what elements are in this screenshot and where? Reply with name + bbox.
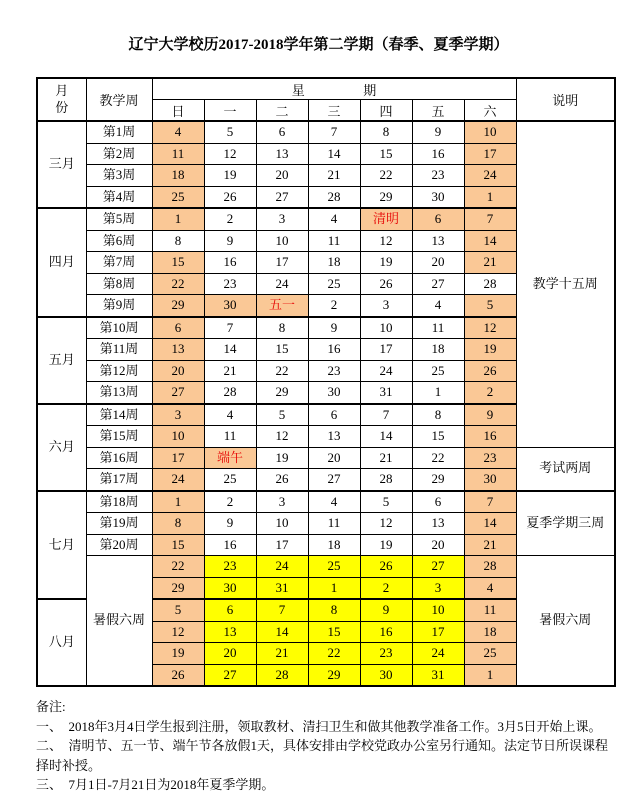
date-cell: 27 xyxy=(308,469,360,491)
date-cell: 12 xyxy=(204,143,256,165)
footnote-item: 三、 7月1日-7月21日为2018年夏季学期。 xyxy=(36,777,275,792)
date-cell: 11 xyxy=(412,317,464,339)
date-cell: 6 xyxy=(412,208,464,230)
date-cell: 15 xyxy=(360,143,412,165)
date-cell: 19 xyxy=(204,165,256,187)
date-cell: 29 xyxy=(308,664,360,686)
date-cell: 20 xyxy=(308,447,360,469)
week-label-cell: 第2周 xyxy=(86,143,152,165)
month-cell: 八月 xyxy=(37,599,86,686)
date-cell: 13 xyxy=(412,230,464,252)
date-cell: 17 xyxy=(412,621,464,643)
date-cell: 12 xyxy=(256,426,308,448)
date-cell: 5 xyxy=(152,599,204,621)
month-cell: 六月 xyxy=(37,404,86,491)
date-cell: 25 xyxy=(464,643,516,665)
date-cell: 12 xyxy=(360,513,412,535)
date-cell: 9 xyxy=(308,317,360,339)
date-cell: 26 xyxy=(204,186,256,208)
calendar-row xyxy=(37,121,615,143)
week-label-cell: 第5周 xyxy=(86,208,152,230)
date-cell: 10 xyxy=(412,599,464,621)
date-cell: 29 xyxy=(360,186,412,208)
date-cell: 16 xyxy=(204,252,256,274)
calendar-row xyxy=(37,491,615,513)
week-label-cell: 第7周 xyxy=(86,252,152,274)
footnote-list xyxy=(36,717,609,795)
date-cell: 17 xyxy=(152,447,204,469)
date-cell: 3 xyxy=(412,577,464,599)
header-teaching-week: 教学周 xyxy=(86,78,152,121)
month-cell: 四月 xyxy=(37,208,86,317)
week-label-cell: 第16周 xyxy=(86,447,152,469)
date-cell: 2 xyxy=(464,382,516,404)
date-cell: 7 xyxy=(308,121,360,143)
week-label-cell: 暑假六周 xyxy=(86,556,152,687)
date-cell: 18 xyxy=(464,621,516,643)
date-cell: 22 xyxy=(152,556,204,578)
date-cell: 28 xyxy=(308,186,360,208)
date-cell: 2 xyxy=(308,295,360,317)
date-cell: 30 xyxy=(204,577,256,599)
date-cell: 6 xyxy=(308,404,360,426)
date-cell: 12 xyxy=(360,230,412,252)
date-cell: 7 xyxy=(464,491,516,513)
date-cell: 4 xyxy=(152,121,204,143)
date-cell: 26 xyxy=(464,360,516,382)
date-cell: 14 xyxy=(204,339,256,361)
date-cell: 27 xyxy=(204,664,256,686)
calendar-table xyxy=(36,77,616,687)
date-cell: 1 xyxy=(152,208,204,230)
date-cell: 24 xyxy=(360,360,412,382)
month-cell: 七月 xyxy=(37,491,86,600)
date-cell: 7 xyxy=(204,317,256,339)
date-cell: 17 xyxy=(256,252,308,274)
date-cell: 26 xyxy=(256,469,308,491)
date-cell: 9 xyxy=(412,121,464,143)
date-cell: 19 xyxy=(360,252,412,274)
date-cell: 25 xyxy=(152,186,204,208)
date-cell: 16 xyxy=(464,426,516,448)
date-cell: 15 xyxy=(412,426,464,448)
date-cell: 21 xyxy=(256,643,308,665)
date-cell: 8 xyxy=(308,599,360,621)
date-cell: 12 xyxy=(464,317,516,339)
date-cell: 23 xyxy=(412,165,464,187)
date-cell: 25 xyxy=(308,556,360,578)
holiday-cell: 端午 xyxy=(204,447,256,469)
week-label-cell: 第17周 xyxy=(86,469,152,491)
date-cell: 15 xyxy=(152,252,204,274)
date-cell: 18 xyxy=(412,339,464,361)
date-cell: 4 xyxy=(204,404,256,426)
header-month xyxy=(37,78,86,121)
date-cell: 20 xyxy=(152,360,204,382)
week-label-cell: 第8周 xyxy=(86,273,152,295)
date-cell: 31 xyxy=(256,577,308,599)
date-cell: 30 xyxy=(464,469,516,491)
date-cell: 7 xyxy=(256,599,308,621)
date-cell: 27 xyxy=(412,273,464,295)
date-cell: 1 xyxy=(152,491,204,513)
date-cell: 16 xyxy=(204,534,256,556)
date-cell: 10 xyxy=(152,426,204,448)
week-label-cell: 第19周 xyxy=(86,513,152,535)
date-cell: 24 xyxy=(412,643,464,665)
date-cell: 27 xyxy=(412,556,464,578)
date-cell: 29 xyxy=(256,382,308,404)
date-cell: 31 xyxy=(360,382,412,404)
calendar-row xyxy=(37,556,615,578)
note-cell: 夏季学期三周 xyxy=(516,491,615,556)
date-cell: 20 xyxy=(204,643,256,665)
week-label-cell: 第6周 xyxy=(86,230,152,252)
date-cell: 3 xyxy=(256,208,308,230)
date-cell: 26 xyxy=(152,664,204,686)
date-cell: 21 xyxy=(464,534,516,556)
date-cell: 6 xyxy=(256,121,308,143)
date-cell: 29 xyxy=(412,469,464,491)
date-cell: 14 xyxy=(464,230,516,252)
date-cell: 22 xyxy=(256,360,308,382)
date-cell: 21 xyxy=(360,447,412,469)
date-cell: 13 xyxy=(204,621,256,643)
date-cell: 29 xyxy=(152,295,204,317)
footnotes xyxy=(36,697,609,795)
date-cell: 17 xyxy=(256,534,308,556)
month-cell: 三月 xyxy=(37,121,86,208)
header-day-2: 一 xyxy=(204,100,256,122)
note-cell: 暑假六周 xyxy=(516,556,615,687)
date-cell: 8 xyxy=(152,230,204,252)
week-label-cell: 第1周 xyxy=(86,121,152,143)
week-label-cell: 第15周 xyxy=(86,426,152,448)
date-cell: 19 xyxy=(256,447,308,469)
header-day-7: 六 xyxy=(464,100,516,122)
date-cell: 19 xyxy=(464,339,516,361)
date-cell: 10 xyxy=(360,317,412,339)
calendar-row xyxy=(37,447,615,469)
date-cell: 4 xyxy=(308,208,360,230)
date-cell: 8 xyxy=(256,317,308,339)
date-cell: 3 xyxy=(256,491,308,513)
week-label-cell: 第11周 xyxy=(86,339,152,361)
date-cell: 3 xyxy=(360,295,412,317)
date-cell: 23 xyxy=(464,447,516,469)
date-cell: 24 xyxy=(256,556,308,578)
header-day-1: 日 xyxy=(152,100,204,122)
date-cell: 13 xyxy=(308,426,360,448)
date-cell: 28 xyxy=(256,664,308,686)
date-cell: 21 xyxy=(204,360,256,382)
date-cell: 23 xyxy=(204,273,256,295)
date-cell: 28 xyxy=(204,382,256,404)
date-cell: 10 xyxy=(256,230,308,252)
header-day-3: 二 xyxy=(256,100,308,122)
date-cell: 22 xyxy=(360,165,412,187)
date-cell: 30 xyxy=(308,382,360,404)
date-cell: 8 xyxy=(152,513,204,535)
header-week: 星期 xyxy=(152,78,516,100)
date-cell: 23 xyxy=(360,643,412,665)
date-cell: 7 xyxy=(464,208,516,230)
date-cell: 18 xyxy=(308,534,360,556)
holiday-cell: 清明 xyxy=(360,208,412,230)
date-cell: 18 xyxy=(308,252,360,274)
date-cell: 1 xyxy=(412,382,464,404)
date-cell: 13 xyxy=(152,339,204,361)
date-cell: 5 xyxy=(464,295,516,317)
date-cell: 9 xyxy=(204,513,256,535)
date-cell: 2 xyxy=(204,208,256,230)
date-cell: 31 xyxy=(412,664,464,686)
date-cell: 20 xyxy=(412,252,464,274)
date-cell: 18 xyxy=(152,165,204,187)
date-cell: 11 xyxy=(204,426,256,448)
date-cell: 8 xyxy=(360,121,412,143)
date-cell: 22 xyxy=(412,447,464,469)
week-label-cell: 第18周 xyxy=(86,491,152,513)
date-cell: 25 xyxy=(204,469,256,491)
date-cell: 14 xyxy=(360,426,412,448)
date-cell: 24 xyxy=(464,165,516,187)
footnotes-label: 备注: xyxy=(36,699,66,714)
date-cell: 12 xyxy=(152,621,204,643)
note-cell: 考试两周 xyxy=(516,447,615,491)
date-cell: 13 xyxy=(412,513,464,535)
header-month-label: 月份 xyxy=(55,82,69,115)
date-cell: 27 xyxy=(256,186,308,208)
date-cell: 26 xyxy=(360,556,412,578)
date-cell: 9 xyxy=(360,599,412,621)
footnote-item: 二、 清明节、五一节、端午节各放假1天，具体安排由学校党政办公室另行通知。法定节日所误课程择时补授。 xyxy=(36,738,609,773)
week-label-cell: 第3周 xyxy=(86,165,152,187)
date-cell: 22 xyxy=(308,643,360,665)
date-cell: 1 xyxy=(464,186,516,208)
week-label-cell: 第13周 xyxy=(86,382,152,404)
date-cell: 20 xyxy=(412,534,464,556)
week-label-cell: 第12周 xyxy=(86,360,152,382)
date-cell: 13 xyxy=(256,143,308,165)
date-cell: 28 xyxy=(360,469,412,491)
date-cell: 26 xyxy=(360,273,412,295)
date-cell: 16 xyxy=(412,143,464,165)
week-label-cell: 第4周 xyxy=(86,186,152,208)
date-cell: 1 xyxy=(464,664,516,686)
date-cell: 24 xyxy=(152,469,204,491)
date-cell: 20 xyxy=(256,165,308,187)
header-day-5: 四 xyxy=(360,100,412,122)
week-label-cell: 第9周 xyxy=(86,295,152,317)
date-cell: 21 xyxy=(464,252,516,274)
week-label-cell: 第10周 xyxy=(86,317,152,339)
note-cell: 教学十五周 xyxy=(516,121,615,447)
date-cell: 2 xyxy=(204,491,256,513)
date-cell: 15 xyxy=(152,534,204,556)
month-cell: 五月 xyxy=(37,317,86,404)
date-cell: 15 xyxy=(308,621,360,643)
header-day-4: 三 xyxy=(308,100,360,122)
date-cell: 30 xyxy=(360,664,412,686)
date-cell: 21 xyxy=(308,165,360,187)
date-cell: 22 xyxy=(152,273,204,295)
holiday-cell: 五一 xyxy=(256,295,308,317)
date-cell: 25 xyxy=(412,360,464,382)
date-cell: 10 xyxy=(256,513,308,535)
date-cell: 11 xyxy=(308,513,360,535)
date-cell: 23 xyxy=(308,360,360,382)
date-cell: 5 xyxy=(360,491,412,513)
date-cell: 17 xyxy=(360,339,412,361)
date-cell: 16 xyxy=(360,621,412,643)
date-cell: 8 xyxy=(412,404,464,426)
date-cell: 10 xyxy=(464,121,516,143)
date-cell: 28 xyxy=(464,556,516,578)
date-cell: 6 xyxy=(204,599,256,621)
date-cell: 3 xyxy=(152,404,204,426)
week-label-cell: 第14周 xyxy=(86,404,152,426)
date-cell: 19 xyxy=(360,534,412,556)
date-cell: 23 xyxy=(204,556,256,578)
week-label-cell: 第20周 xyxy=(86,534,152,556)
date-cell: 16 xyxy=(308,339,360,361)
header-note: 说明 xyxy=(516,78,615,121)
date-cell: 17 xyxy=(464,143,516,165)
date-cell: 30 xyxy=(412,186,464,208)
date-cell: 4 xyxy=(412,295,464,317)
date-cell: 5 xyxy=(256,404,308,426)
date-cell: 11 xyxy=(464,599,516,621)
date-cell: 4 xyxy=(464,577,516,599)
calendar-body xyxy=(37,121,615,686)
date-cell: 5 xyxy=(204,121,256,143)
date-cell: 6 xyxy=(412,491,464,513)
date-cell: 30 xyxy=(204,295,256,317)
date-cell: 19 xyxy=(152,643,204,665)
date-cell: 11 xyxy=(308,230,360,252)
date-cell: 25 xyxy=(308,273,360,295)
date-cell: 14 xyxy=(308,143,360,165)
date-cell: 15 xyxy=(256,339,308,361)
date-cell: 9 xyxy=(204,230,256,252)
date-cell: 6 xyxy=(152,317,204,339)
date-cell: 9 xyxy=(464,404,516,426)
header-day-6: 五 xyxy=(412,100,464,122)
date-cell: 7 xyxy=(360,404,412,426)
date-cell: 1 xyxy=(308,577,360,599)
date-cell: 27 xyxy=(152,382,204,404)
date-cell: 29 xyxy=(152,577,204,599)
date-cell: 2 xyxy=(360,577,412,599)
date-cell: 4 xyxy=(308,491,360,513)
page-title: 辽宁大学校历2017-2018学年第二学期（春季、夏季学期） xyxy=(128,37,509,53)
date-cell: 14 xyxy=(464,513,516,535)
date-cell: 14 xyxy=(256,621,308,643)
date-cell: 11 xyxy=(152,143,204,165)
footnote-item: 一、 2018年3月4日学生报到注册，领取教材、清扫卫生和做其他教学准备工作。3月5日开始上课。 xyxy=(36,718,602,734)
date-cell: 24 xyxy=(256,273,308,295)
date-cell: 28 xyxy=(464,273,516,295)
